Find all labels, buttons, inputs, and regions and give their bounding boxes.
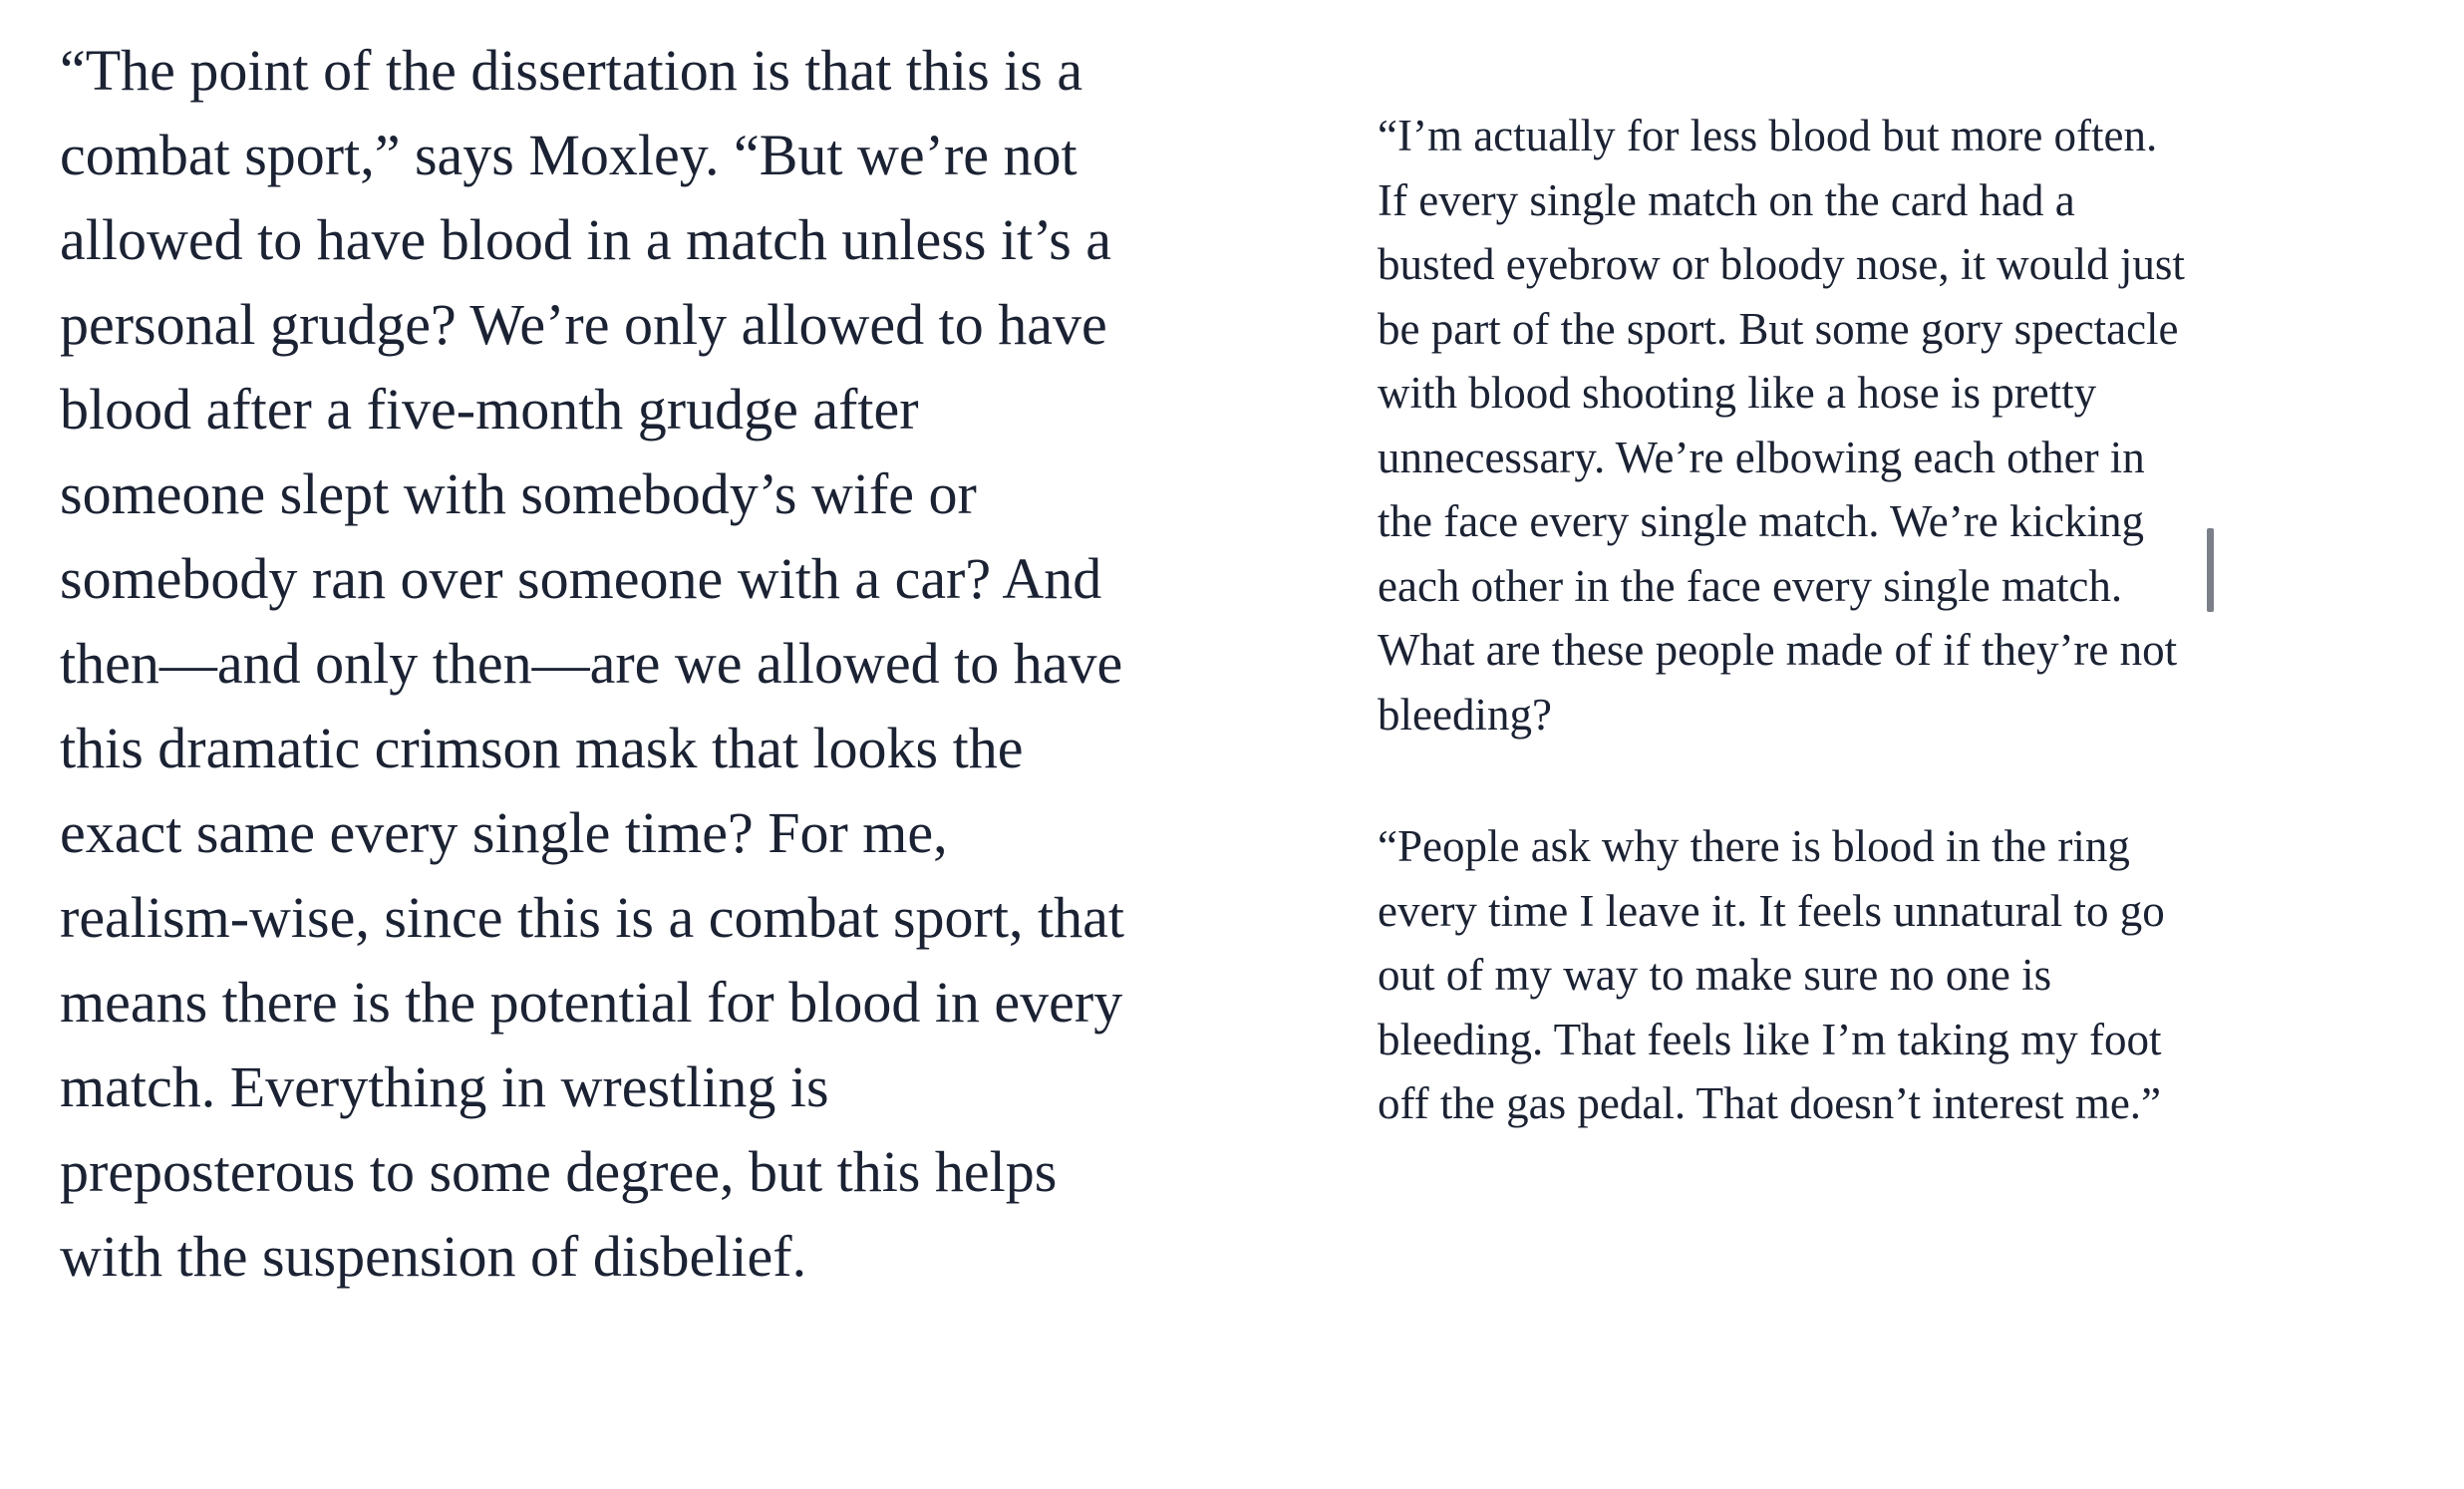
side-quote-paragraph-1: “I’m actually for less blood but more often. If every single match on the card had a busted eyebrow or bloody nose, it would just be part of the sport. But some gory spectacle with blood shooting like a hose is pretty unnecessary. We’re elbowing each other in the face every single match. We’re kicking each other in the face every single match. What are these people made of if they’re not bleeding?: [1378, 111, 2185, 740]
text-cursor-indicator: [2207, 528, 2214, 612]
main-quote-paragraph: “The point of the dissertation is that this is a combat sport,” says Moxley. “But we’re not allowed to have blood in a match unless it’s a personal grudge? We’re only allowed to have blood after a five-month grudge after someone slept with somebody’s wife or somebody ran over someone with a car? And then—and only then—are we allowed to have this dramatic crimson mask that looks the exact same every single time? For me, realism-wise, since this is a combat sport, that means there is the potential for blood in every match. Everything in wrestling is preposterous to some degree, but this helps with the suspension of disbelief.: [60, 38, 1124, 1289]
main-quote-column: [60, 28, 1136, 1299]
side-quote-paragraph-2: “People ask why there is blood in the ring every time I leave it. It feels unnatural to go out of my way to make sure no one is bleeding. That feels like I’m taking my foot off the gas pedal. That doesn’t interest me.”: [1378, 821, 2165, 1128]
side-quote-column: [1378, 104, 2195, 1204]
